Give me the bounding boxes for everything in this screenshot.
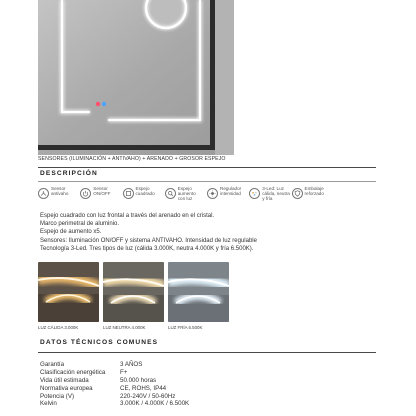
tech-title: DATOS TÉCNICOS COMUNES (40, 339, 159, 346)
feature-icons-row (38, 186, 376, 214)
mirror-product-photo (38, 0, 234, 155)
tech-value: CE, ROHS, IP44 (120, 384, 167, 392)
light-neutral-photo (103, 262, 164, 322)
feature-sensor-onoff: Sensor ON/OFF (80, 186, 122, 214)
sensor-button-defog (102, 102, 106, 106)
tech-key: Kelvin (40, 400, 57, 408)
three-led-icon (249, 188, 260, 199)
tech-value: 220-240V / 50-60Hz (120, 392, 176, 400)
tech-value: F+ (120, 368, 128, 376)
description-text (40, 212, 257, 253)
light-temperature-gallery (38, 262, 230, 334)
tech-key: Potencia (V) (40, 392, 75, 400)
feature-espejo-aumento: Espejo aumento con luz (165, 186, 207, 214)
tech-key: Clasificación energética (40, 368, 106, 376)
feature-3-led: 3-Led: Luz cálida, neutra y fría (249, 186, 291, 214)
magnifier-icon (165, 188, 176, 199)
tech-value: 3 AÑOS (120, 361, 143, 368)
sensor-icon (38, 188, 49, 199)
tech-key: Vida útil estimada (40, 376, 89, 384)
dimmer-icon (207, 188, 218, 199)
feature-espejo-cuadrado: Espejo cuadrado (123, 186, 165, 214)
description-line: Sensores: Iluminación ON/OFF y sistema ANTIVAHO. Intensidad de luz regulable (40, 237, 257, 244)
light-warm-caption: LUZ CÁLIDA 3.000K (38, 325, 79, 330)
hero-caption: SENSORES (ILUMINACIÓN + ANTIVAHO) + ARENADO + GROSOR ESPEJO (38, 156, 226, 162)
shield-icon (292, 188, 303, 199)
description-line: Tecnología 3-Led. Tres tipos de luz (cálida 3.000K, neutra 4.000K y fría 6.500K). (40, 245, 254, 252)
feature-regulador: Regulador intensidad (207, 186, 249, 214)
light-warm-photo (38, 262, 99, 322)
square-mirror-icon (123, 188, 134, 199)
light-cold-caption: LUZ FRÍA 6.500K (168, 325, 203, 330)
tech-value: 3.000K / 4.000K / 6.500K (120, 400, 190, 408)
section-divider (38, 181, 376, 182)
sensor-button-power (96, 102, 100, 106)
description-line: Espejo cuadrado con luz frontal a través del arenado en el cristal. (40, 213, 215, 219)
section-divider (38, 352, 376, 353)
power-icon (80, 188, 91, 199)
light-warm (38, 262, 99, 330)
description-line: Espejo de aumento x5. (40, 229, 102, 236)
tech-key: Normativa europea (40, 384, 93, 392)
light-neutral (103, 262, 164, 330)
section-divider (38, 167, 376, 168)
tech-value: 50.000 horas (120, 376, 157, 384)
light-neutral-caption: LUZ NEUTRA 4.000K (103, 325, 146, 330)
description-title: DESCRIPCIÓN (40, 170, 98, 177)
light-cold-photo (168, 262, 229, 322)
light-cold (168, 262, 229, 330)
feature-sensor-antivaho: Sensor antivaho (38, 186, 80, 214)
tech-key: Garantía (40, 361, 65, 368)
feature-embalaje: Embalaje reforzado (292, 186, 334, 214)
mirror-illustration (38, 0, 234, 155)
description-line: Marco perimetral de aluminio. (40, 221, 120, 228)
